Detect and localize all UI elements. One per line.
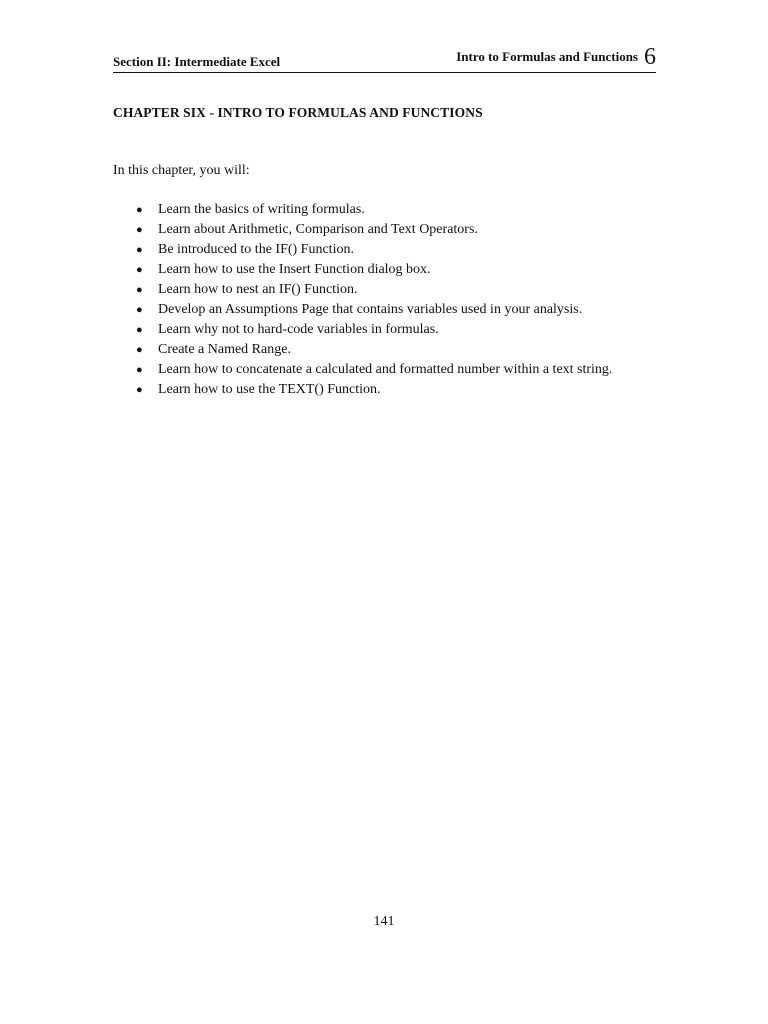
list-item-text: Learn how to concatenate a calculated and formatted number within a text string. bbox=[158, 362, 613, 377]
bullet-icon: ● bbox=[136, 204, 143, 216]
list-item-text: Be introduced to the IF() Function. bbox=[158, 242, 354, 257]
bullet-icon: ● bbox=[136, 284, 143, 296]
bullet-icon: ● bbox=[136, 264, 143, 276]
list-item-text: Learn how to use the Insert Function dialog box. bbox=[158, 262, 431, 277]
bullet-icon: ● bbox=[136, 344, 143, 356]
list-item-text: Learn the basics of writing formulas. bbox=[158, 202, 365, 217]
objectives-list bbox=[113, 200, 656, 400]
list-item-text: Learn how to nest an IF() Function. bbox=[158, 282, 358, 297]
bullet-icon: ● bbox=[136, 364, 143, 376]
list-item-text: Develop an Assumptions Page that contains variables used in your analysis. bbox=[158, 302, 583, 317]
header-chapter-label bbox=[456, 44, 656, 71]
header-section-label: Section II: Intermediate Excel bbox=[113, 54, 281, 69]
list-item bbox=[113, 300, 656, 320]
list-item bbox=[113, 340, 656, 360]
list-item-text: Learn about Arithmetic, Comparison and Text Operators. bbox=[158, 222, 478, 237]
list-item bbox=[113, 320, 656, 340]
list-item bbox=[113, 260, 656, 280]
running-header bbox=[113, 44, 656, 73]
bullet-icon: ● bbox=[136, 304, 143, 316]
chapter-title: CHAPTER SIX - INTRO TO FORMULAS AND FUNCTIONS bbox=[113, 105, 483, 120]
list-item bbox=[113, 380, 656, 400]
list-item-text: Learn how to use the TEXT() Function. bbox=[158, 382, 381, 397]
bullet-icon: ● bbox=[136, 384, 143, 396]
list-item-text: Create a Named Range. bbox=[158, 342, 291, 357]
page-number: 141 bbox=[373, 914, 395, 929]
intro-text: In this chapter, you will: bbox=[113, 163, 250, 178]
list-item-text: Learn why not to hard-code variables in formulas. bbox=[158, 322, 439, 337]
header-chapter-number: 6 bbox=[644, 44, 656, 70]
list-item bbox=[113, 220, 656, 240]
header-chapter-title: Intro to Formulas and Functions bbox=[456, 49, 638, 64]
list-item bbox=[113, 280, 656, 300]
list-item bbox=[113, 240, 656, 260]
bullet-icon: ● bbox=[136, 244, 143, 256]
list-item bbox=[113, 360, 656, 380]
bullet-icon: ● bbox=[136, 224, 143, 236]
list-item bbox=[113, 200, 656, 220]
bullet-icon: ● bbox=[136, 324, 143, 336]
